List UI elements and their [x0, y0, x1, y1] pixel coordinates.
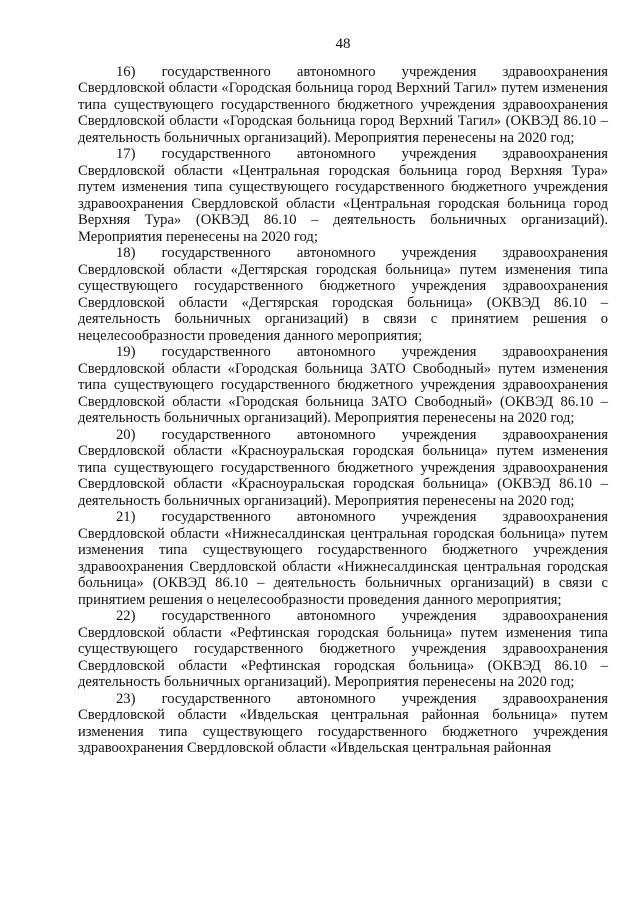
paragraph-20: 20) государственного автономного учреждения здравоохранения Свердловской области «Красноуральская городская больница» путем изменения типа существующего государственного бюджетного учреждения здравоохранения Свердловской области «Красноуральская городская больница» (ОКВЭД 86.10 – деятельность больничных организаций). Мероприятия перенесены на 2020 год;: [78, 426, 608, 509]
paragraph-23: 23) государственного автономного учреждения здравоохранения Свердловской области «Ивдельская центральная районная больница» путем изменения типа существующего государственного бюджетного учреждения здравоохранения Свердловской области «Ивдельская центральная районная: [78, 690, 608, 756]
page-number: 48: [335, 36, 351, 52]
paragraph-17: 17) государственного автономного учреждения здравоохранения Свердловской области «Центральная городская больница город Верхняя Тура» путем изменения типа существующего государственного бюджетного учреждения здравоохранения Свердловской области «Центральная городская больница город Верхняя Тура» (ОКВЭД 86.10 – деятельность больничных организаций). Мероприятия перенесены на 2020 год;: [78, 146, 608, 245]
paragraph-22: 22) государственного автономного учреждения здравоохранения Свердловской области «Рефтинская городская больница» путем изменения типа существующего государственного бюджетного учреждения здравоохранения Свердловской области «Рефтинская городская больница» (ОКВЭД 86.10 – деятельность больничных организаций). Мероприятия перенесены на 2020 год;: [78, 608, 608, 690]
paragraph-19: 19) государственного автономного учреждения здравоохранения Свердловской области «Городская больница ЗАТО Свободный» путем изменения типа существующего государственного бюджетного учреждения здравоохранения Свердловской области «Городская больница ЗАТО Свободный» (ОКВЭД 86.10 – деятельность больничных организаций). Мероприятия перенесены на 2020 год;: [78, 344, 608, 426]
paragraph-18: 18) государственного автономного учреждения здравоохранения Свердловской области «Дегтярская городская больница» путем изменения типа существующего государственного бюджетного учреждения здравоохранения Свердловской области «Дегтярская городская больница» (ОКВЭД 86.10 – деятельность больничных организаций) в связи с принятием решения о нецелесообразности проведения данного мероприятия;: [78, 245, 608, 344]
document-page: [78, 36, 608, 757]
paragraph-16: 16) государственного автономного учреждения здравоохранения Свердловской области «Городская больница город Верхний Тагил» путем изменения типа существующего государственного бюджетного учреждения здравоохранения Свердловской области «Городская больница город Верхний Тагил» (ОКВЭД 86.10 – деятельность больничных организаций). Мероприятия перенесены на 2020 год;: [78, 63, 608, 146]
paragraph-21: 21) государственного автономного учреждения здравоохранения Свердловской области «Нижнесалдинская центральная городская больница» путем изменения типа существующего государственного бюджетного учреждения здравоохранения Свердловской области «Нижнесалдинская центральная городская больница» (ОКВЭД 86.10 – деятельность больничных организаций) в связи с принятием решения о нецелесообразности проведения данного мероприятия;: [78, 509, 608, 608]
